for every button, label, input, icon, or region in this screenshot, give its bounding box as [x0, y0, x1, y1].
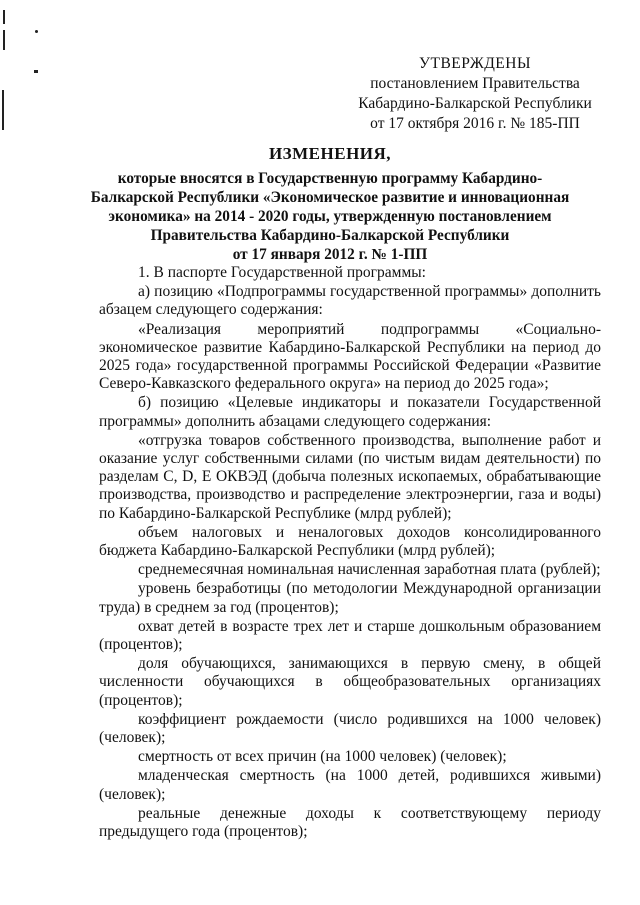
paragraph: смертность от всех причин (на 1000 человек) (человек); — [138, 748, 507, 766]
paragraph: реальные денежные доходы к соответствующему периоду предыдущего года (процентов); — [99, 804, 601, 841]
paragraph: среднемесячная номинальная начисленная заработная плата (рублей); — [138, 561, 601, 579]
paragraph: уровень безработицы (по методологии Международной организации труда) в среднем за год (процентов); — [99, 580, 601, 616]
heading-line: от 17 января 2012 г. № 1-ПП — [232, 246, 428, 263]
approval-line: от 17 октября 2016 г. № 185-ПП — [370, 115, 580, 132]
scan-artifact — [35, 30, 38, 33]
approval-line: постановлением Правительства — [370, 75, 580, 92]
scan-artifact — [3, 30, 5, 50]
heading-line: Балкарской Республики «Экономическое развитие и инновационная — [90, 189, 570, 206]
paragraph: коэффициент рождаемости (число родившихся на 1000 человек) (человек); — [99, 710, 601, 747]
paragraph: «отгрузка товаров собственного производства, выполнение работ и оказание услуг собственными силами (по чистым видам деятельности) по разделам C, D, E ОКВЭД (добыча полезных ископаемых, обрабатывающие производства, производство и распределение электроэнергии, газа и воды) по Кабардино-Балкарской Республике (млрд рублей); — [99, 431, 601, 522]
paragraph: объем налоговых и неналоговых доходов консолидированного бюджета Кабардино-Балкарской Республики (млрд рублей); — [99, 523, 601, 560]
paragraph: 1. В паспорте Государственной программы: — [138, 264, 426, 281]
paragraph: охват детей в возрасте трех лет и старше дошкольным образованием (процентов); — [99, 617, 601, 654]
document-heading — [80, 144, 580, 264]
paragraph: «Реализация мероприятий подпрограммы «Социально-экономическое развитие Кабардино-Балкарской Республики на период до 2025 года» государственной программы Российской Федерации «Развитие Северо-Кавказского федерального округа» на период до 2025 года»; — [99, 320, 601, 393]
scan-artifact — [34, 70, 38, 73]
heading-line: Правительства Кабардино-Балкарской Республики — [150, 227, 510, 244]
scan-artifact — [2, 90, 4, 130]
paragraph: а) позицию «Подпрограммы государственной программы» дополнить абзацем следующего содержания: — [99, 283, 601, 319]
approval-line: Кабардино-Балкарской Республики — [358, 95, 592, 112]
heading-line: которые вносятся в Государственную программу Кабардино- — [117, 170, 543, 187]
scan-artifact — [3, 10, 5, 24]
heading-title: ИЗМЕНЕНИЯ, — [268, 144, 392, 163]
paragraph: б) позицию «Целевые индикаторы и показатели Государственной программы» дополнить абзацами следующего содержания: — [99, 394, 601, 430]
heading-line: экономика» на 2014 - 2020 годы, утвержденную постановлением — [108, 208, 552, 225]
paragraph: младенческая смертность (на 1000 детей, родившихся живыми) (человек); — [99, 767, 601, 803]
paragraph: доля обучающихся, занимающихся в первую смену, в общей численности обучающихся в общеобразовательных организациях (процентов); — [99, 655, 601, 709]
document-body — [99, 264, 601, 841]
approval-title: УТВЕРЖДЕНЫ — [419, 55, 531, 72]
approval-block — [345, 54, 605, 134]
